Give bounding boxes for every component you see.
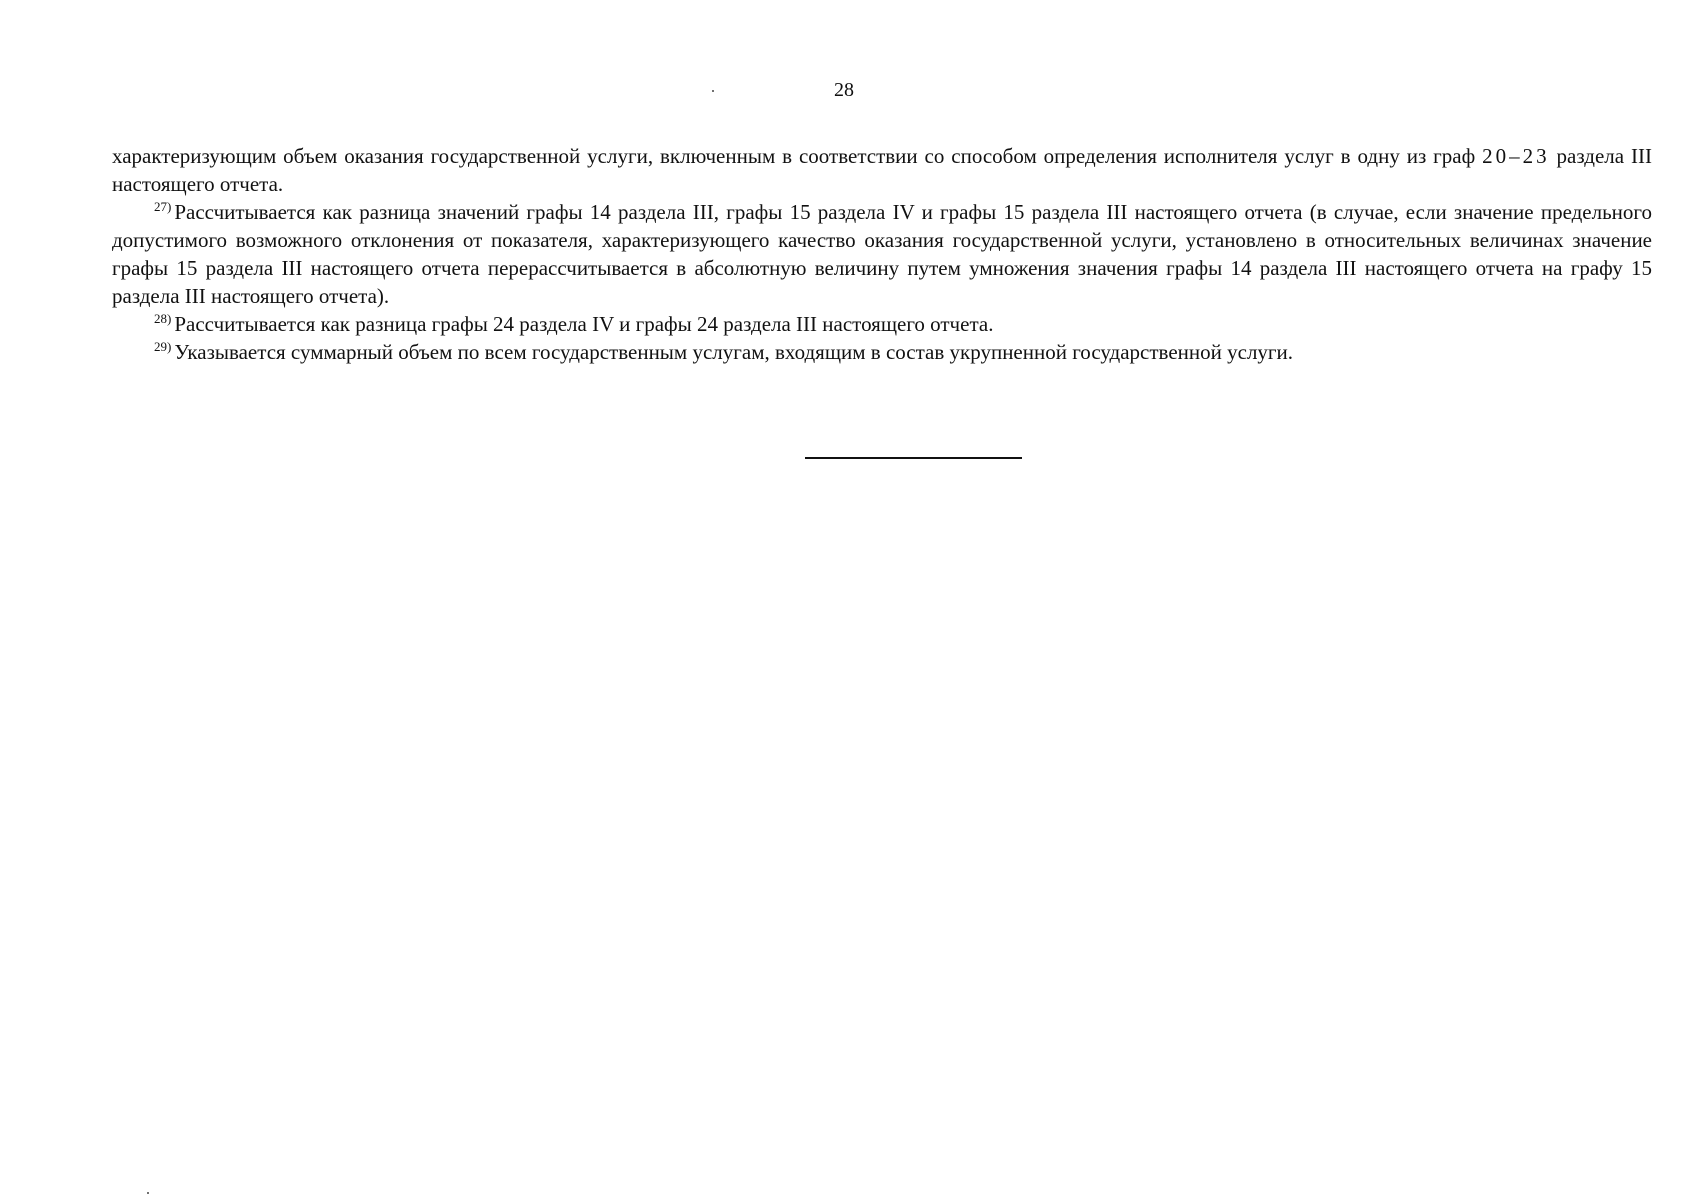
footnote-29	[112, 338, 1652, 366]
footnote-marker: 27)	[154, 199, 172, 214]
continuation-paragraph	[112, 142, 1652, 198]
scan-speck	[712, 90, 714, 92]
footnotes-block	[112, 142, 1652, 366]
end-of-document-rule	[805, 457, 1022, 459]
footnote-text: Рассчитывается как разница значений графы 14 раздела III, графы 15 раздела IV и графы 15 раздела III настоящего отчета (в случае, если значение предельного допустимого возможного отклонения от показателя, характеризующего качество оказания государственной услуги, установлено в относительных величинах значение графы 15 раздела III настоящего отчета перерассчитывается в абсолютную величину путем умножения значения графы 14 раздела III настоящего отчета на графу 15 раздела III настоящего отчета).	[112, 200, 1652, 308]
footnote-27	[112, 198, 1652, 310]
continuation-text: характеризующим объем оказания государственной услуги, включенным в соответствии со способом определения исполнителя услуг в одну из граф	[112, 144, 1483, 168]
footnote-text: Рассчитывается как разница графы 24 раздела IV и графы 24 раздела III настоящего отчета.	[174, 312, 994, 336]
scan-speck	[147, 1192, 149, 1194]
page-number: 28	[834, 79, 854, 101]
footnote-text: Указывается суммарный объем по всем государственным услугам, входящим в состав укрупненной государственной услуги.	[174, 340, 1294, 364]
continuation-range: 20–23	[1482, 144, 1550, 168]
footnote-marker: 29)	[154, 339, 172, 354]
footnote-28	[112, 310, 1652, 338]
footnote-marker: 28)	[154, 311, 172, 326]
continuation-tail: раздела III настоящего отчета.	[112, 144, 1652, 196]
